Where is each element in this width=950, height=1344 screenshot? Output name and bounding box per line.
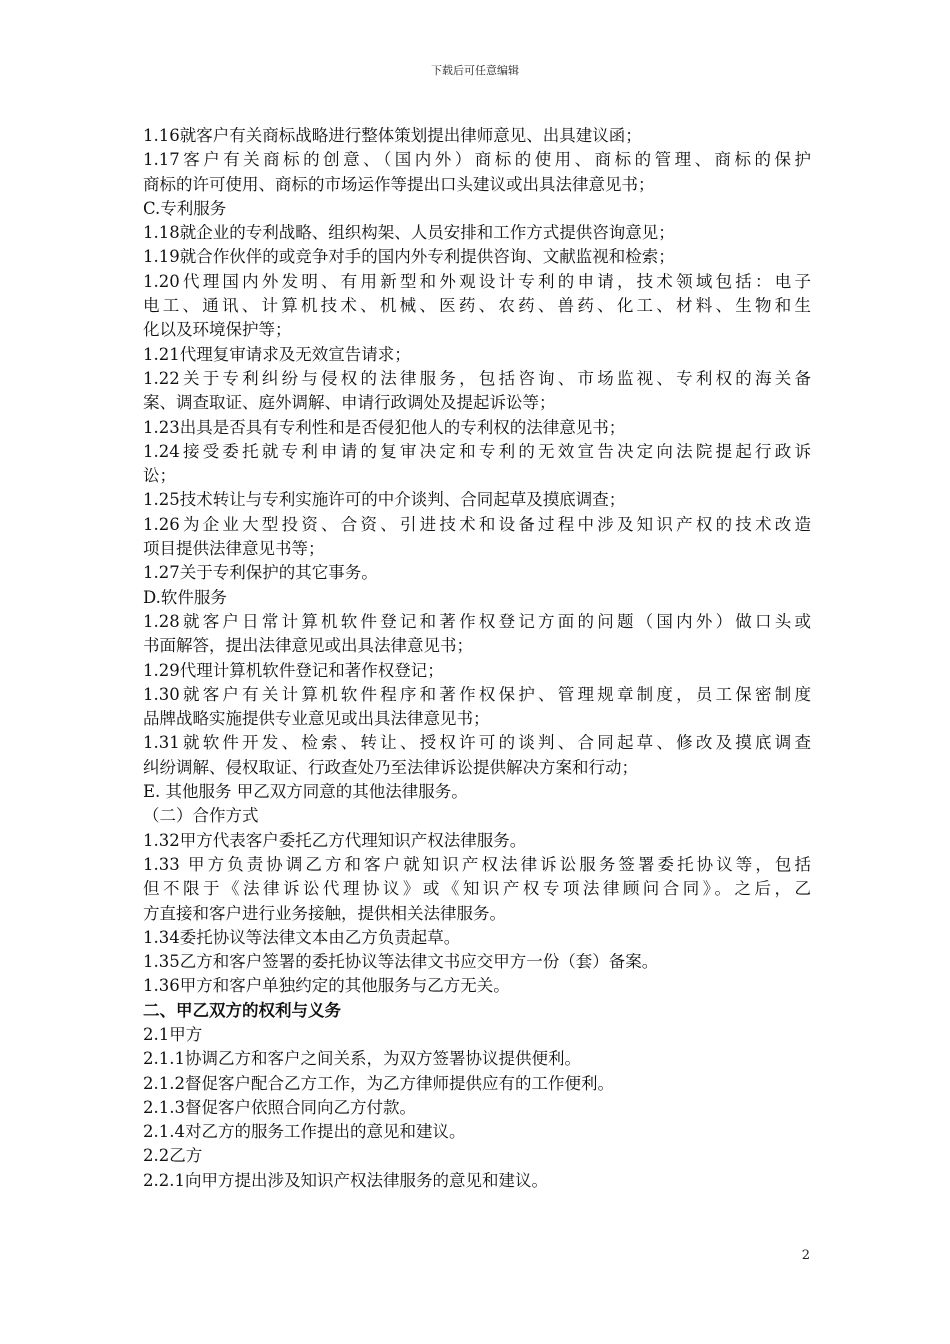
text-line: 2.1.4对乙方的服务工作提出的意见和建议。 [143, 1122, 466, 1142]
page-header: 下载后可任意编辑 [431, 64, 519, 77]
text-line: 1.32甲方代表客户委托乙方代理知识产权法律服务。 [143, 830, 527, 850]
text-line: 1.33 甲方负责协调乙方和客户就知识产权法律诉讼服务签署委托协议等，包括 [143, 854, 811, 874]
text-line: 1.20代理国内外发明、有用新型和外观设计专利的申请，技术领域包括：电子 [143, 271, 811, 291]
text-line: 1.26为企业大型投资、合资、引进技术和设备过程中涉及知识产权的技术改造 [143, 514, 811, 534]
text-line: 1.24接受委托就专利申请的复审决定和专利的无效宣告决定向法院提起行政诉 [143, 441, 811, 461]
text-line: 1.36甲方和客户单独约定的其他服务与乙方无关。 [143, 976, 510, 996]
text-line: 1.22关于专利纠纷与侵权的法律服务，包括咨询、市场监视、专利权的海关备 [143, 368, 811, 388]
text-line: C.专利服务 [143, 198, 227, 218]
text-line: 2.2.1向甲方提出涉及知识产权法律服务的意见和建议。 [143, 1170, 548, 1190]
text-line: 项目提供法律意见书等； [143, 539, 325, 559]
page-number: 2 [801, 1248, 810, 1263]
text-line: 但不限于《法律诉讼代理协议》或《知识产权专项法律顾问合同》。之后，乙 [143, 879, 811, 899]
text-line: 化以及环境保护等； [143, 320, 292, 340]
text-line: 1.31就软件开发、检索、转让、授权许可的谈判、合同起草、修改及摸底调查 [143, 733, 811, 753]
text-line: 1.19就合作伙伴的或竞争对手的国内外专利提供咨询、文献监视和检索； [143, 247, 675, 267]
document-body [143, 124, 811, 1193]
text-line: 2.1甲方 [143, 1024, 203, 1044]
text-line: 1.18就企业的专利战略、组织构架、人员安排和工作方式提供咨询意见； [143, 223, 675, 243]
text-line: 1.27关于专利保护的其它事务。 [143, 563, 378, 583]
text-line: 1.25技术转让与专利实施许可的中介谈判、合同起草及摸底调查； [143, 490, 626, 510]
text-line: 1.30就客户有关计算机软件程序和著作权保护、管理规章制度，员工保密制度 [143, 684, 811, 704]
text-line: 2.1.3督促客户依照合同向乙方付款。 [143, 1097, 416, 1117]
text-line: D.软件服务 [143, 587, 227, 607]
text-line: 商标的许可使用、商标的市场运作等提出口头建议或出具法律意见书； [143, 174, 655, 194]
text-line: 讼； [143, 466, 176, 486]
text-line: 案、调查取证、庭外调解、申请行政调处及提起诉讼等； [143, 393, 556, 413]
text-line: 1.23出具是否具有专利性和是否侵犯他人的专利权的法律意见书； [143, 417, 626, 437]
text-line: 1.17客户有关商标的创意、（国内外）商标的使用、商标的管理、商标的保护 [143, 150, 811, 170]
text-line: 2.2乙方 [143, 1146, 203, 1166]
text-line: 1.29代理计算机软件登记和著作权登记； [143, 660, 444, 680]
section-heading: 二、甲乙双方的权利与义务 [143, 1000, 341, 1020]
text-line: 纠纷调解、侵权取证、行政查处乃至法律诉讼提供解决方案和行动； [143, 757, 638, 777]
text-line: 品牌战略实施提供专业意见或出具法律意见书； [143, 709, 490, 729]
text-line: 方直接和客户进行业务接触，提供相关法律服务。 [143, 903, 506, 923]
text-line: E. 其他服务 甲乙双方同意的其他法律服务。 [143, 782, 468, 802]
text-line: 1.35乙方和客户签署的委托协议等法律文书应交甲方一份（套）备案。 [143, 952, 659, 972]
text-line: （二）合作方式 [143, 806, 259, 826]
text-line: 1.28就客户日常计算机软件登记和著作权登记方面的问题（国内外）做口头或 [143, 611, 811, 631]
text-line: 2.1.2督促客户配合乙方工作，为乙方律师提供应有的工作便利。 [143, 1073, 614, 1093]
text-line: 1.21代理复审请求及无效宣告请求； [143, 344, 411, 364]
text-line: 1.34委托协议等法律文本由乙方负责起草。 [143, 927, 461, 947]
text-line: 电工、通讯、计算机技术、机械、医药、农药、兽药、化工、材料、生物和生 [143, 296, 811, 316]
text-line: 书面解答，提出法律意见或出具法律意见书； [143, 636, 473, 656]
text-line: 2.1.1协调乙方和客户之间关系，为双方签署协议提供便利。 [143, 1049, 581, 1069]
text-line: 1.16就客户有关商标战略进行整体策划提出律师意见、出具建议函； [143, 126, 642, 145]
